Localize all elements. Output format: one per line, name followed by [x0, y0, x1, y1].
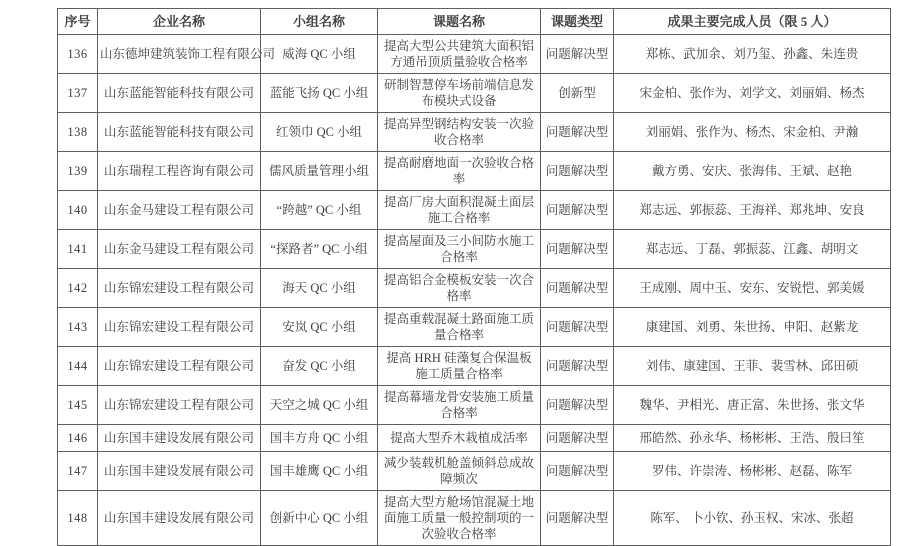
column-header-group: 小组名称 — [261, 9, 378, 35]
cell-type: 问题解决型 — [541, 491, 614, 546]
cell-members: 郑志远、郭振蕊、王海祥、郑兆坤、安良 — [614, 191, 891, 230]
column-header-no: 序号 — [58, 9, 98, 35]
qc-results-table — [57, 8, 891, 546]
table-row — [58, 152, 891, 191]
cell-group: “探路者” QC 小组 — [261, 230, 378, 269]
cell-group: 儒风质量管理小组 — [261, 152, 378, 191]
cell-topic: 提高耐磨地面一次验收合格率 — [378, 152, 541, 191]
cell-company: 山东金马建设工程有限公司 — [98, 191, 261, 230]
cell-group: 海天 QC 小组 — [261, 269, 378, 308]
cell-group: 威海 QC 小组 — [261, 35, 378, 74]
cell-group: 安岚 QC 小组 — [261, 308, 378, 347]
table-header-row — [58, 9, 891, 35]
table-row — [58, 269, 891, 308]
cell-type: 问题解决型 — [541, 269, 614, 308]
cell-topic: 提高屋面及三小间防水施工合格率 — [378, 230, 541, 269]
cell-type: 问题解决型 — [541, 35, 614, 74]
cell-company: 山东国丰建设发展有限公司 — [98, 491, 261, 546]
cell-topic: 提高异型钢结构安装一次验收合格率 — [378, 113, 541, 152]
qc-results-table-container — [57, 8, 890, 546]
column-header-members: 成果主要完成人员（限 5 人） — [614, 9, 891, 35]
cell-topic: 研制智慧停车场前端信息发布模块式设备 — [378, 74, 541, 113]
cell-type: 问题解决型 — [541, 452, 614, 491]
cell-company: 山东锦宏建设工程有限公司 — [98, 347, 261, 386]
cell-group: 奋发 QC 小组 — [261, 347, 378, 386]
cell-type: 问题解决型 — [541, 113, 614, 152]
table-row — [58, 386, 891, 425]
cell-group: 红领巾 QC 小组 — [261, 113, 378, 152]
cell-members: 刘丽娟、张作为、杨杰、宋金柏、尹瀚 — [614, 113, 891, 152]
cell-members: 王成刚、周中玉、安东、安锐恺、郭美媛 — [614, 269, 891, 308]
cell-company: 山东锦宏建设工程有限公司 — [98, 269, 261, 308]
table-row — [58, 74, 891, 113]
cell-members: 戴方勇、安庆、张海伟、王斌、赵艳 — [614, 152, 891, 191]
cell-company: 山东金马建设工程有限公司 — [98, 230, 261, 269]
cell-no: 139 — [58, 152, 98, 191]
cell-no: 140 — [58, 191, 98, 230]
cell-topic: 减少装载机舱盖倾斜总成故障频次 — [378, 452, 541, 491]
cell-topic: 提高大型乔木栽植成活率 — [378, 425, 541, 452]
cell-topic: 提高幕墙龙骨安装施工质量合格率 — [378, 386, 541, 425]
cell-members: 魏华、尹相光、唐正富、朱世扬、张文华 — [614, 386, 891, 425]
table-row — [58, 347, 891, 386]
cell-topic: 提高 HRH 硅藻复合保温板施工质量合格率 — [378, 347, 541, 386]
cell-group: 创新中心 QC 小组 — [261, 491, 378, 546]
column-header-company: 企业名称 — [98, 9, 261, 35]
cell-topic: 提高铝合金模板安装一次合格率 — [378, 269, 541, 308]
cell-group: 国丰雄鹰 QC 小组 — [261, 452, 378, 491]
cell-no: 145 — [58, 386, 98, 425]
table-row — [58, 452, 891, 491]
cell-topic: 提高重载混凝土路面施工质量合格率 — [378, 308, 541, 347]
cell-members: 罗伟、许崇涛、杨彬彬、赵磊、陈军 — [614, 452, 891, 491]
cell-type: 创新型 — [541, 74, 614, 113]
cell-group: “跨越” QC 小组 — [261, 191, 378, 230]
cell-company: 山东瑞程工程咨询有限公司 — [98, 152, 261, 191]
cell-members: 刘伟、康建国、王菲、裴雪林、邱田硕 — [614, 347, 891, 386]
cell-type: 问题解决型 — [541, 191, 614, 230]
cell-no: 143 — [58, 308, 98, 347]
cell-company: 山东蓝能智能科技有限公司 — [98, 113, 261, 152]
table-row — [58, 308, 891, 347]
cell-company: 山东锦宏建设工程有限公司 — [98, 386, 261, 425]
cell-group: 国丰方舟 QC 小组 — [261, 425, 378, 452]
cell-no: 141 — [58, 230, 98, 269]
cell-members: 郑栋、武加余、刘乃玺、孙鑫、朱连贵 — [614, 35, 891, 74]
cell-members: 康建国、刘勇、朱世扬、申阳、赵紫龙 — [614, 308, 891, 347]
cell-company: 山东蓝能智能科技有限公司 — [98, 74, 261, 113]
cell-type: 问题解决型 — [541, 230, 614, 269]
cell-members: 宋金柏、张作为、刘学文、刘丽娟、杨杰 — [614, 74, 891, 113]
cell-no: 148 — [58, 491, 98, 546]
cell-no: 136 — [58, 35, 98, 74]
cell-type: 问题解决型 — [541, 386, 614, 425]
cell-group: 天空之城 QC 小组 — [261, 386, 378, 425]
table-row — [58, 230, 891, 269]
table-row — [58, 425, 891, 452]
column-header-type: 课题类型 — [541, 9, 614, 35]
table-row — [58, 113, 891, 152]
cell-members: 陈军、 卜小钦、孙玉权、宋冰、张超 — [614, 491, 891, 546]
cell-company: 山东锦宏建设工程有限公司 — [98, 308, 261, 347]
cell-no: 146 — [58, 425, 98, 452]
cell-type: 问题解决型 — [541, 347, 614, 386]
cell-members: 邢皓然、孙永华、杨彬彬、王浩、殷曰笙 — [614, 425, 891, 452]
cell-members: 郑志远、丁磊、郭振蕊、江鑫、胡明文 — [614, 230, 891, 269]
cell-group: 蓝能飞扬 QC 小组 — [261, 74, 378, 113]
cell-topic: 提高厂房大面积混凝土面层施工合格率 — [378, 191, 541, 230]
cell-no: 144 — [58, 347, 98, 386]
cell-company: 山东国丰建设发展有限公司 — [98, 452, 261, 491]
cell-topic: 提高大型公共建筑大面积铝方通吊顶质量验收合格率 — [378, 35, 541, 74]
table-row — [58, 35, 891, 74]
table-row — [58, 191, 891, 230]
cell-no: 137 — [58, 74, 98, 113]
cell-company: 山东德坤建筑装饰工程有限公司 — [98, 35, 261, 74]
cell-type: 问题解决型 — [541, 425, 614, 452]
cell-no: 147 — [58, 452, 98, 491]
cell-type: 问题解决型 — [541, 152, 614, 191]
column-header-topic: 课题名称 — [378, 9, 541, 35]
cell-no: 138 — [58, 113, 98, 152]
cell-type: 问题解决型 — [541, 308, 614, 347]
cell-no: 142 — [58, 269, 98, 308]
cell-topic: 提高大型方舱场馆混凝土地面施工质量一般控制项的一次验收合格率 — [378, 491, 541, 546]
cell-company: 山东国丰建设发展有限公司 — [98, 425, 261, 452]
table-row — [58, 491, 891, 546]
